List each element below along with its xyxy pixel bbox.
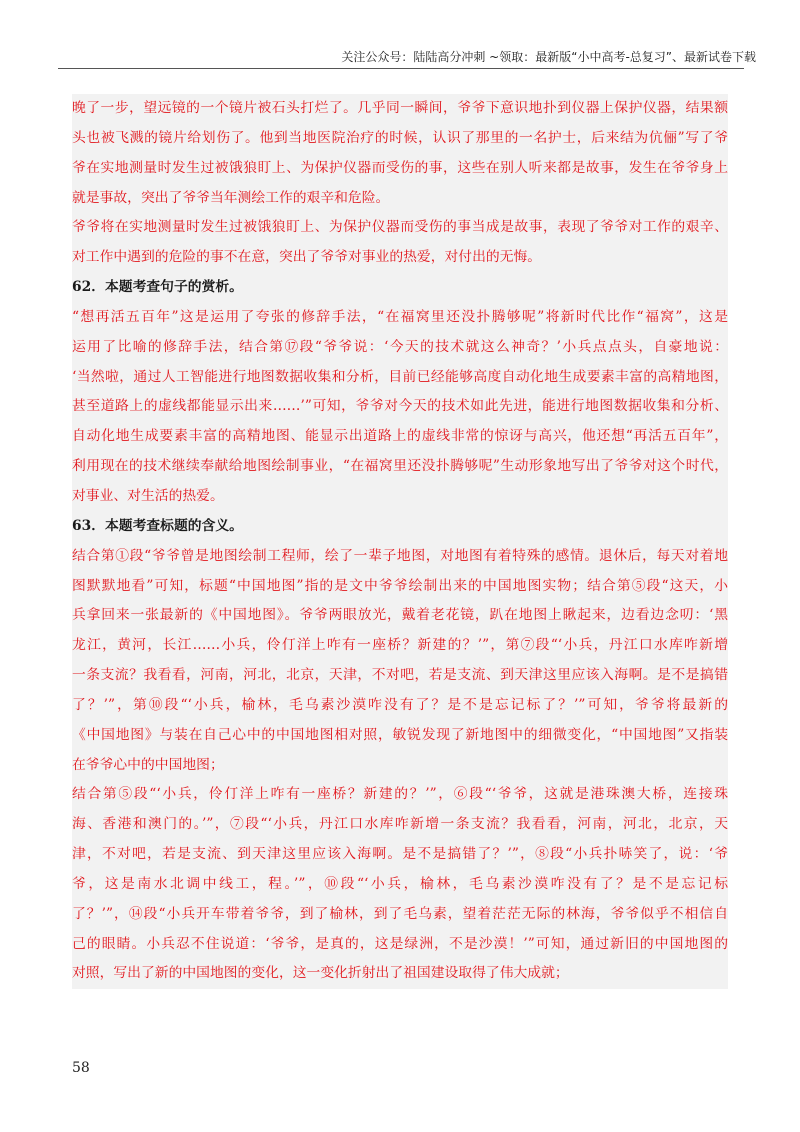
text-line: 甚至道路上的虚线都能显示出来……’”可知，爷爷对今天的技术如此先进，能进行地图数据收集和分析、	[72, 398, 728, 415]
text-line: 《中国地图》与装在自己心中的中国地图相对照，敏锐发现了新地图中的细微变化，“中国地图”又指装	[72, 726, 728, 743]
text-line: “想再活五百年”这是运用了夸张的修辞手法，“在福窝里还没扑腾够呢”将新时代比作“福窝”，这是	[72, 308, 728, 325]
text-line: 一条支流？我看看，河南，河北，北京，天津，不对吧，若是支流、到天津这里应该入海啊。是不是搞错	[72, 667, 728, 684]
text-line: 图默默地看”可知，标题“中国地图”指的是文中爷爷绘制出来的中国地图实物；结合第⑤段“这天，小	[72, 577, 728, 594]
question-heading: 63．本题考查标题的含义。	[72, 517, 243, 534]
text-line: 龙江，黄河，长江……小兵，伶仃洋上咋有一座桥？新建的？’”，第⑦段“‘小兵，丹江口水库咋新增	[72, 637, 728, 654]
question-heading: 62．本题考查句子的赏析。	[72, 279, 243, 296]
text-line: 兵拿回来一张最新的《中国地图》。爷爷两眼放光，戴着老花镜，趴在地图上瞅起来，边看边念叨：‘黑	[72, 607, 728, 624]
text-line: 结合第①段“爷爷曾是地图绘制工程师，绘了一辈子地图，对地图有着特殊的感情。退休后，每天对着地	[72, 547, 728, 564]
page-number: 58	[72, 1060, 90, 1076]
text-line: 运用了比喻的修辞手法，结合第⑰段“爷爷说：‘今天的技术就这么神奇？’小兵点点头，自豪地说：	[72, 338, 728, 355]
text-line: 津，不对吧，若是支流、到天津这里应该入海啊。是不是搞错了？’”，⑧段“小兵扑哧笑了，说：‘爷	[72, 846, 728, 863]
text-line: 己的眼睛。小兵忍不住说道：‘爷爷，是真的，这是绿洲，不是沙漠！’”可知，通过新旧的中国地图的	[72, 935, 728, 952]
text-line: 在爷爷心中的中国地图；	[72, 756, 224, 773]
text-line: 海、香港和澳门的。’”，⑦段“‘小兵，丹江口水库咋新增一条支流？我看看，河南，河北，北京，天	[72, 816, 728, 833]
text-line: 头也被飞溅的镜片给划伤了。他到当地医院治疗的时候，认识了那里的一名护士，后来结为伉俪”写了爷	[72, 129, 728, 146]
header-divider	[58, 68, 744, 69]
text-line: ‘当然啦，通过人工智能进行地图数据收集和分析，目前已经能够高度自动化地生成要素丰富的高精地图，	[72, 368, 728, 385]
text-line: 晚了一步，望远镜的一个镜片被石头打烂了。几乎同一瞬间，爷爷下意识地扑到仪器上保护仪器，结果额	[72, 100, 728, 116]
page-header: 关注公众号：陆陆高分冲刺 ~领取：最新版“小中高考-总复习”、最新试卷下载	[341, 50, 756, 64]
text-line: 利用现在的技术继续奉献给地图绘制事业，“在福窝里还没扑腾够呢”生动形象地写出了爷爷对这个时代，	[72, 458, 728, 475]
text-line: 爷爷将在实地测量时发生过被饿狼盯上、为保护仪器而受伤的事当成是故事，表现了爷爷对工作的艰辛、	[72, 219, 728, 236]
text-line: 对事业、对生活的热爱。	[72, 487, 224, 504]
text-line: 结合第⑤段“‘小兵，伶仃洋上咋有一座桥？新建的？’”，⑥段“‘爷爷，这就是港珠澳大桥，连接珠	[72, 786, 728, 803]
text-line: 自动化地生成要素丰富的高精地图、能显示出道路上的虚线非常的惊讶与高兴，他还想“再活五百年”，	[72, 428, 728, 445]
answer-content	[72, 94, 728, 989]
text-line: 了？’”，⑭段“小兵开车带着爷爷，到了榆林，到了毛乌素，望着茫茫无际的林海，爷爷似乎不相信自	[72, 905, 728, 922]
text-line: 爷，这是南水北调中线工，程。’”，⑩段“‘小兵，榆林，毛乌素沙漠咋没有了？是不是忘记标	[72, 875, 728, 892]
text-line: 对工作中遇到的危险的事不在意，突出了爷爷对事业的热爱，对付出的无悔。	[72, 249, 542, 266]
text-line: 爷在实地测量时发生过被饿狼盯上、为保护仪器而受伤的事，这些在别人听来都是故事，发生在爷爷身上	[72, 159, 728, 176]
text-line: 对照，写出了新的中国地图的变化，这一变化折射出了祖国建设取得了伟大成就；	[72, 965, 569, 982]
text-line: 就是事故，突出了爷爷当年测绘工作的艰辛和危险。	[72, 189, 390, 206]
text-line: 了？’”，第⑩段“‘小兵，榆林，毛乌素沙漠咋没有了？是不是忘记标了？’”可知，爷爷将最新的	[72, 696, 728, 713]
